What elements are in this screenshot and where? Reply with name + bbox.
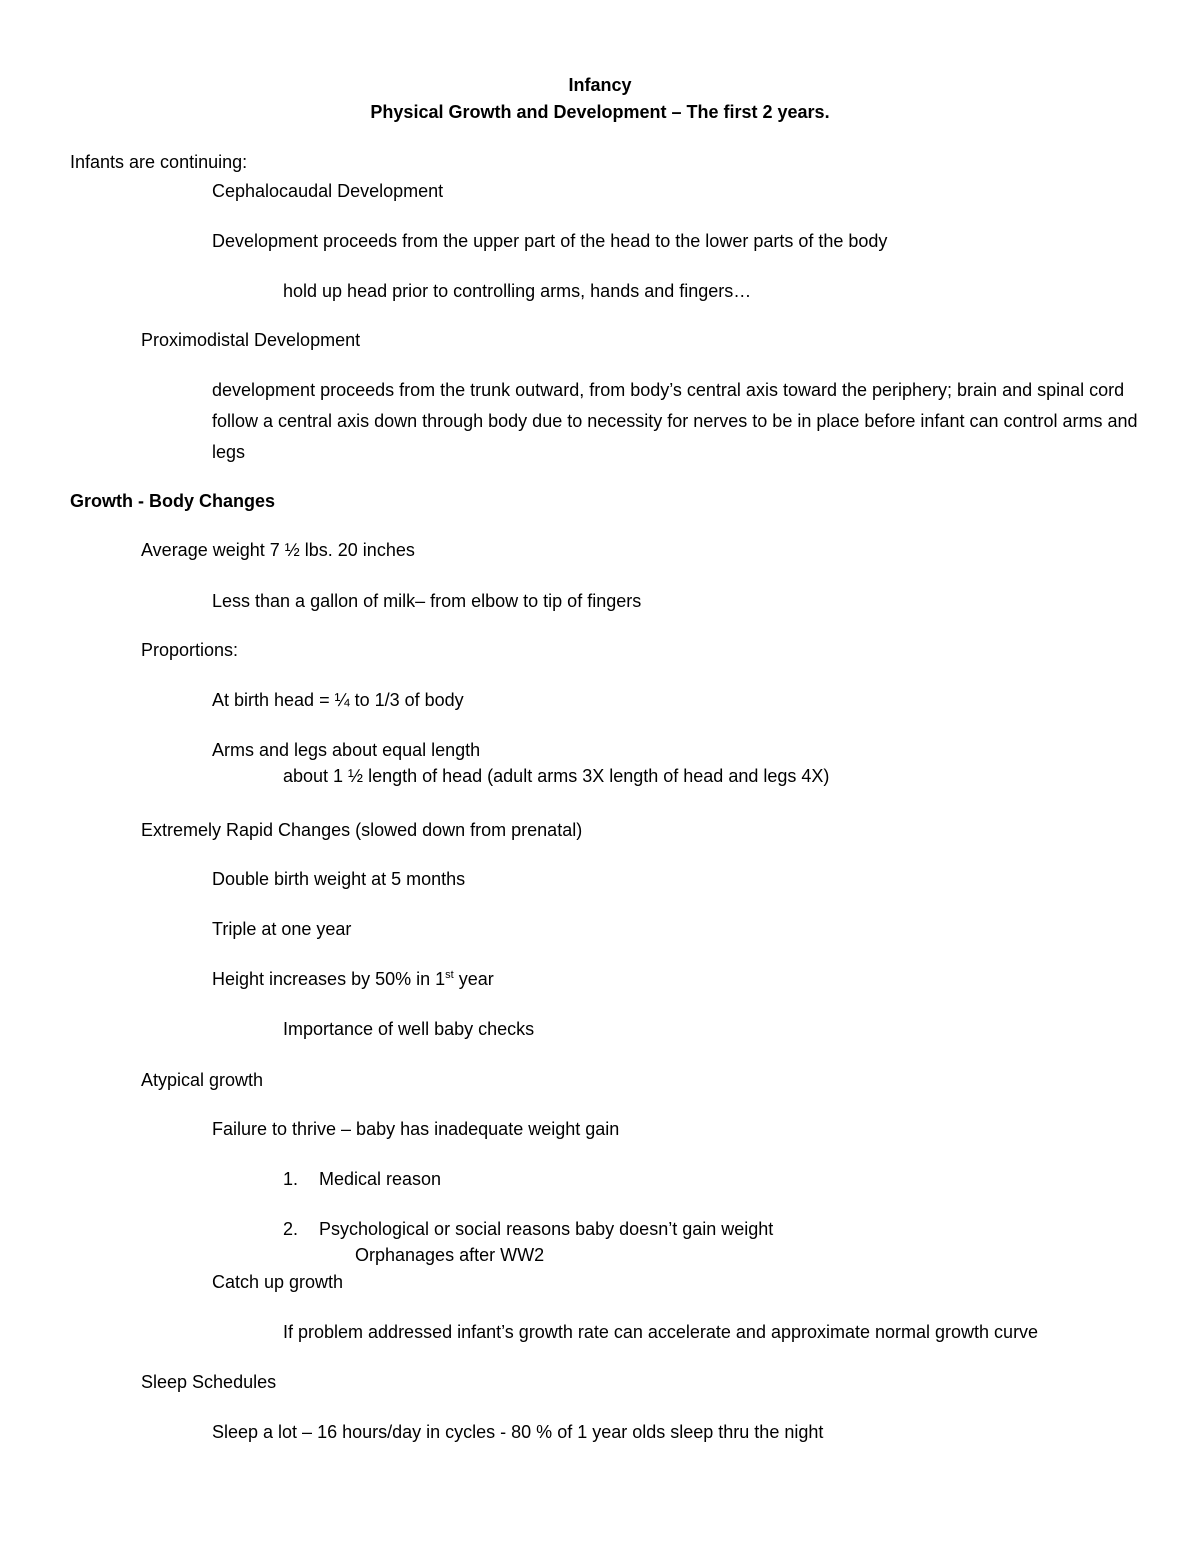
double-weight: Double birth weight at 5 months — [212, 869, 466, 889]
proximodistal-heading: Proximodistal Development — [141, 330, 361, 350]
growth-heading: Growth - Body Changes — [70, 491, 276, 511]
list-item-text: Psychological or social reasons baby doesn’t gain weight — [319, 1219, 774, 1239]
failure-to-thrive: Failure to thrive – baby has inadequate weight gain — [212, 1119, 620, 1139]
cephalocaudal-example: hold up head prior to controlling arms, hands and fingers… — [283, 281, 752, 301]
head-ratio: At birth head = ¼ to 1/3 of body — [212, 690, 464, 710]
orphanages-note: Orphanages after WW2 — [355, 1245, 545, 1265]
proximodistal-definition: development proceeds from the trunk outward, from body’s central axis toward the periphery; brain and spinal cord follow a central axis down through body due to necessity for nerves to be in place before infant can control arms and legs — [212, 380, 1138, 462]
average-weight: Average weight 7 ½ lbs. 20 inches — [141, 540, 415, 560]
gallon-note: Less than a gallon of milk– from elbow to tip of fingers — [212, 591, 642, 611]
sleep-heading: Sleep Schedules — [141, 1372, 277, 1392]
arms-legs-detail: about 1 ½ length of head (adult arms 3X length of head and legs 4X) — [283, 766, 830, 786]
list-item — [283, 1167, 441, 1191]
triple-weight: Triple at one year — [212, 919, 352, 939]
rapid-changes: Extremely Rapid Changes (slowed down from prenatal) — [141, 820, 583, 840]
atypical-heading: Atypical growth — [141, 1070, 264, 1090]
catch-up-detail: If problem addressed infant’s growth rate can accelerate and approximate normal growth curve — [283, 1322, 1039, 1342]
ordinal-suffix: st — [445, 969, 454, 981]
document-subtitle: Physical Growth and Development – The first 2 years. — [370, 102, 830, 122]
catch-up-heading: Catch up growth — [212, 1272, 344, 1292]
document-title: Infancy — [568, 75, 632, 95]
well-baby-checks: Importance of well baby checks — [283, 1019, 535, 1039]
cephalocaudal-heading: Cephalocaudal Development — [212, 181, 444, 201]
intro-label: Infants are continuing: — [70, 152, 248, 172]
proportions-label: Proportions: — [141, 640, 239, 660]
height-increase-text: Height increases by 50% in 1 — [212, 969, 446, 989]
list-item-text: Medical reason — [319, 1169, 442, 1189]
list-number: 1. — [283, 1169, 299, 1189]
sleep-detail: Sleep a lot – 16 hours/day in cycles - 80 % of 1 year olds sleep thru the night — [212, 1422, 824, 1442]
arms-legs: Arms and legs about equal length — [212, 740, 481, 760]
list-number: 2. — [283, 1219, 299, 1239]
height-increase-tail: year — [453, 969, 494, 989]
cephalocaudal-definition: Development proceeds from the upper part of the head to the lower parts of the body — [212, 231, 888, 251]
height-increase — [212, 967, 494, 991]
list-item — [283, 1217, 773, 1241]
